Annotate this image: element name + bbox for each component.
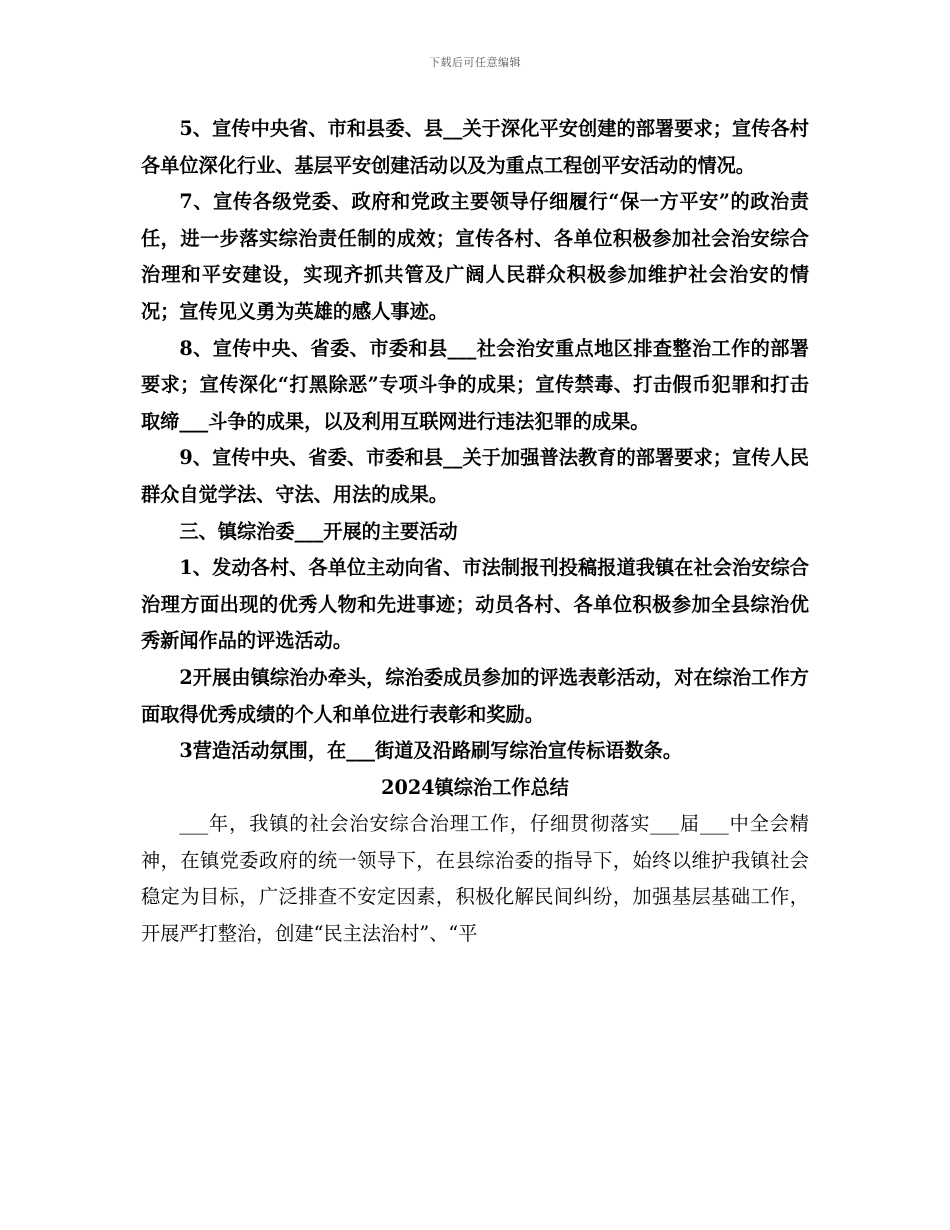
activity-item-2: 2开展由镇综治办牵头，综治委成员参加的评选表彰活动，对在综治工作方面取得优秀成绩的个人和单位进行表彰和奖励。: [141, 665, 809, 726]
document-body: [141, 111, 809, 953]
document-title: 2024镇综治工作总结: [381, 775, 569, 799]
paragraph-item-9: 9、宣传中央、省委、市委和县__关于加强普法教育的部署要求；宣传人民群众自觉学法、守法、用法的成果。: [141, 446, 809, 506]
paragraph-item-5: 5、宣传中央省、市和县委、县__关于深化平安创建的部署要求；宣传各村各单位深化行业、基层平安创建活动以及为重点工程创平安活动的情况。: [141, 117, 809, 177]
section-heading-activities: 三、镇综治委___开展的主要活动: [179, 519, 458, 543]
summary-paragraph: ___年，我镇的社会治安综合治理工作，仔细贯彻落实___届___中全会精神，在镇党委政府的统一领导下，在县综治委的指导下，始终以维护我镇社会稳定为目标，广泛排查不安定因素，积极化解民间纠纷，加强基层基础工作，开展严打整治，创建“民主法治村”、“平: [141, 812, 809, 946]
activity-item-3: 3营造活动氛围，在___街道及沿路刷写综治宣传标语数条。: [179, 739, 683, 763]
activity-item-1: 1、发动各村、各单位主动向省、市法制报刊投稿报道我镇在社会治安综合治理方面出现的优秀人物和先进事迹；动员各村、各单位积极参加全县综治优秀新闻作品的评选活动。: [141, 556, 809, 653]
paragraph-item-8: 8、宣传中央、省委、市委和县___社会治安重点地区排查整治工作的部署要求；宣传深化“打黑除恶”专项斗争的成果；宣传禁毒、打击假币犯罪和打击取缔___斗争的成果，以及利用互联网进行违法犯罪的成果。: [141, 336, 809, 433]
page-header-note: 下载后可任意编辑: [429, 56, 521, 69]
paragraph-item-7: 7、宣传各级党委、政府和党政主要领导仔细履行“保一方平安”的政治责任，进一步落实综治责任制的成效；宣传各村、各单位积极参加社会治安综合治理和平安建设，实现齐抓共管及广阔人民群众积极参加维护社会治安的情况；宣传见义勇为英雄的感人事迹。: [141, 190, 809, 323]
